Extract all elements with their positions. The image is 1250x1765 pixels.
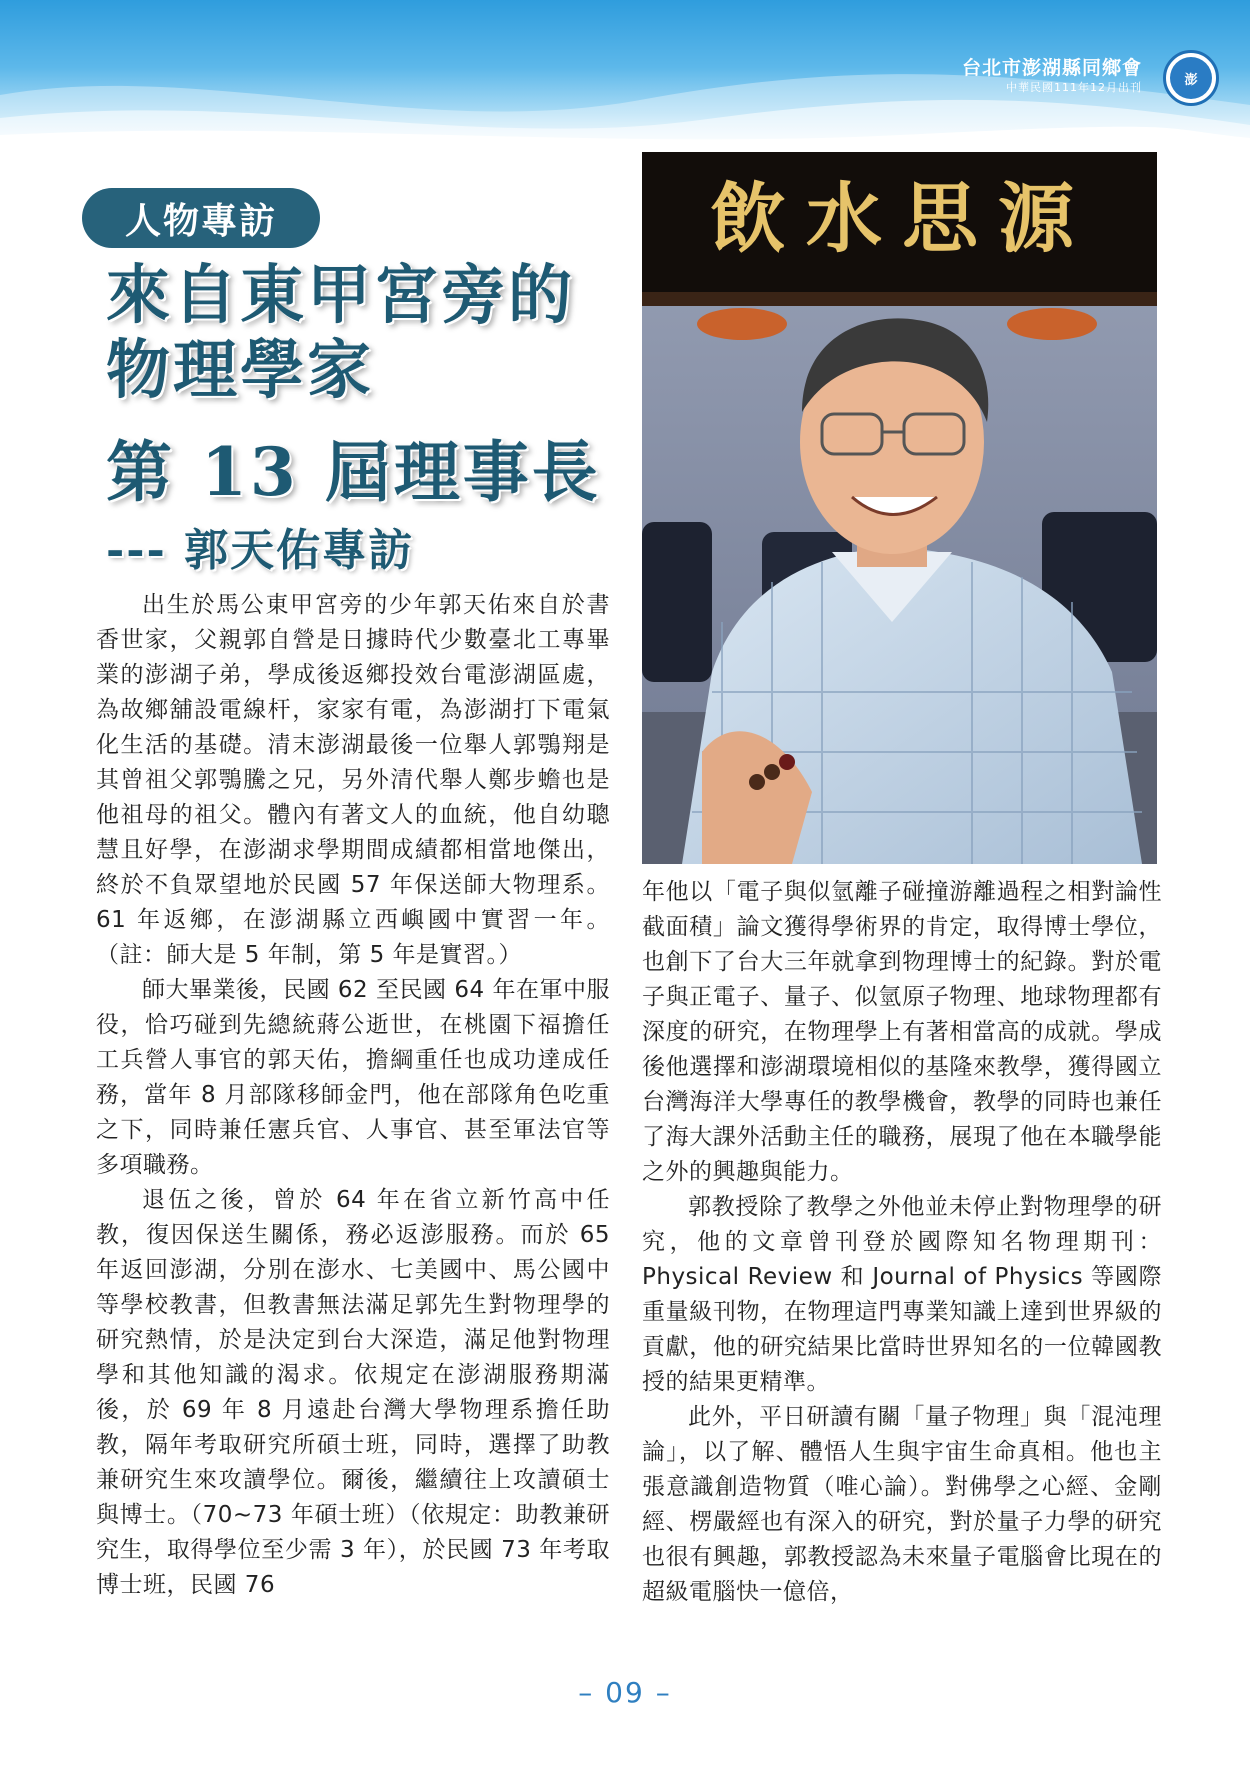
paragraph: 郭教授除了教學之外他並未停止對物理學的研究，他的文章曾刊登於國際知名物理期刊：Physical Review 和 Journal of Physics 等國際重量級刊物，在物理這門專業知識上達到世界級的貢獻，他的研究結果比當時世界知名的一位韓國教授的結果更精準。 <box>642 1194 1162 1395</box>
paragraph: 此外，平日研讀有關「量子物理」與「混沌理論」，以了解、體悟人生與宇宙生命真相。他也主張意識創造物質（唯心論）。對佛學之心經、金剛經、楞嚴經也有深入的研究，對於量子力學的研究也很有興趣，郭教授認為未來量子電腦會比現在的超級電腦快一億倍， <box>642 1404 1162 1605</box>
paragraph: 退伍之後，曾於 64 年在省立新竹高中任教，復因保送生關係，務必返澎服務。而於 65 年返回澎湖，分別在澎水、七美國中、馬公國中等學校教書，但教書無法滿足郭先生對物理學的研究熱情，於是決定到台大深造，滿足他對物理學和其他知識的渴求。依規定在澎湖服務期滿後，於 69 年 8 月遠赴台灣大學物理系擔任助教，隔年考取研究所碩士班，同時，選擇了助教兼研究生來攻讀學位。爾後，繼續往上攻讀碩士與博士。（70~73 年碩士班）（依規定：助教兼研究生，取得學位至少需 3 年），於民國 73 年考取博士班，民國 76 <box>96 1187 610 1598</box>
org-name: 台北市澎湖縣同鄉會 <box>961 57 1142 79</box>
right-column <box>642 875 1162 1610</box>
left-column <box>96 588 610 1603</box>
org-info <box>962 56 1142 96</box>
paragraph: 年他以「電子與似氫離子碰撞游離過程之相對論性截面積」論文獲得學術界的肯定，取得博士學位，也創下了台大三年就拿到物理博士的紀錄。對於電子與正電子、量子、似氫原子物理、地球物理都有深度的研究，在物理學上有著相當高的成就。學成後他選擇和澎湖環境相似的基隆來教學，獲得國立台灣海洋大學專任的教學機會，教學的同時也兼任了海大課外活動主任的職務，展現了他在本職學能之外的興趣與能力。 <box>642 879 1162 1185</box>
title-line-3: 第 13 屆理事長 <box>106 433 601 511</box>
header-banner <box>0 0 1250 150</box>
page-number: – 09 – <box>578 1676 672 1709</box>
issue-date: 中華民國111年12月出刊 <box>1006 81 1142 94</box>
paragraph: 出生於馬公東甲宮旁的少年郭天佑來自於書香世家，父親郭自營是日據時代少數臺北工專畢業的澎湖子弟，學成後返鄉投效台電澎湖區處，為故鄉舖設電線杆，家家有電，為澎湖打下電氣化生活的基礎。清末澎湖最後一位舉人郭鶚翔是其曾祖父郭鶚騰之兄，另外清代舉人鄭步蟾也是他祖母的祖父。體內有著文人的血統，他自幼聰慧且好學，在澎湖求學期間成績都相當地傑出，終於不負眾望地於民國 57 年保送師大物理系。61 年返鄉，在澎湖縣立西嶼國中實習一年。（註：師大是 5 年制，第 5 年是實習。） <box>96 592 610 968</box>
title-line-1: 來自東甲宮旁的 <box>106 258 575 333</box>
article-subtitle: --- 郭天佑專訪 <box>106 525 415 576</box>
logo-mark: 澎 <box>1170 57 1212 99</box>
association-logo <box>1163 50 1219 106</box>
plaque-calligraphy: 飲水思源 <box>710 174 1094 263</box>
portrait-photo <box>642 152 1157 864</box>
paragraph: 師大畢業後，民國 62 至民國 64 年在軍中服役，恰巧碰到先總統蔣公逝世，在桃園下福擔任工兵營人事官的郭天佑，擔綱重任也成功達成任務，當年 8 月部隊移師金門，他在部隊角色吃重之下，同時兼任憲兵官、人事官、甚至軍法官等多項職務。 <box>96 977 610 1178</box>
title-line-2: 物理學家 <box>106 333 374 408</box>
category-label: 人物專訪 <box>82 188 320 248</box>
